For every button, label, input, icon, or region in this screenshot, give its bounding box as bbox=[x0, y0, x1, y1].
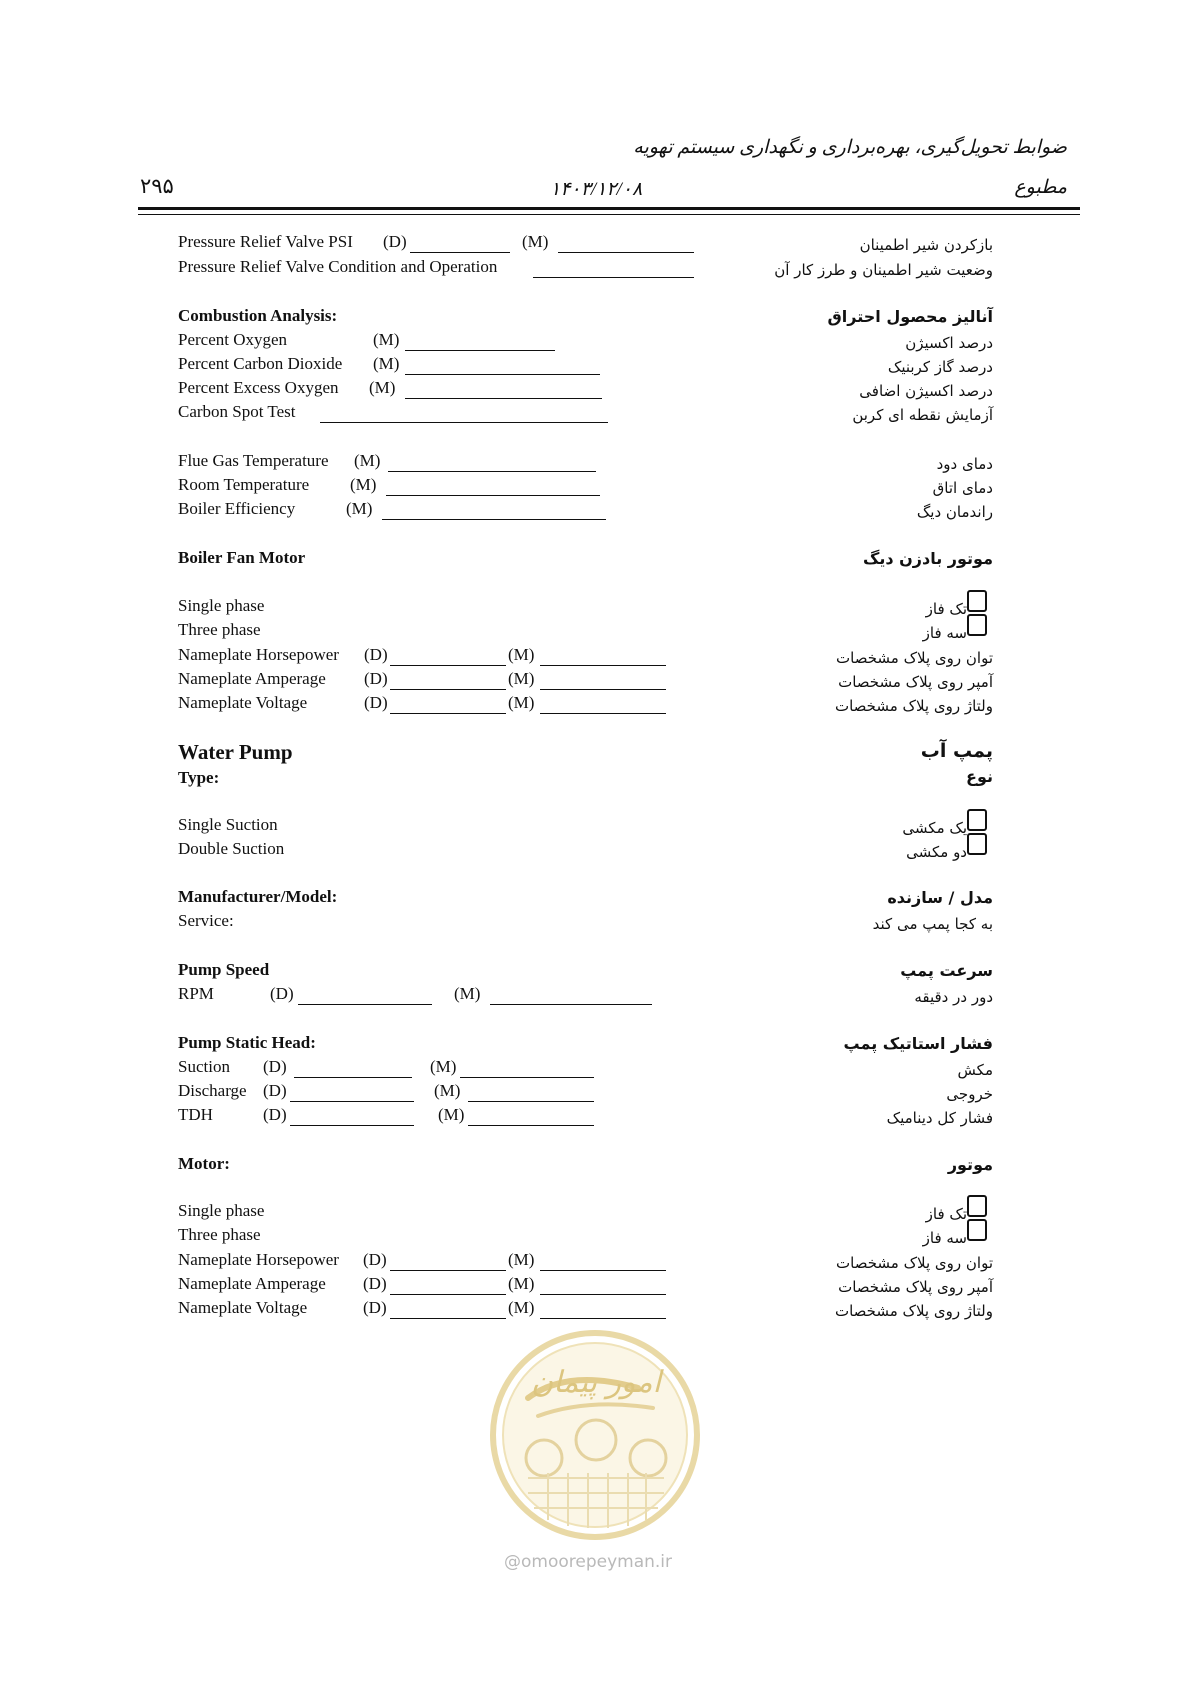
rpm-d-field[interactable] bbox=[298, 1004, 432, 1005]
relief-psi-d-label: (D) bbox=[383, 232, 407, 251]
relief-psi-m-label: (M) bbox=[522, 232, 549, 251]
suction-label: Suction bbox=[178, 1057, 230, 1076]
motor-hp-d-label: (D) bbox=[363, 1250, 387, 1269]
room-temp-m-label: (M) bbox=[350, 475, 377, 494]
fan-single-phase-checkbox[interactable] bbox=[967, 590, 987, 612]
motor-three-phase-label-fa: سه فاز bbox=[922, 1229, 967, 1247]
single-suction-label: Single Suction bbox=[178, 815, 278, 834]
fan-three-phase-label-fa: سه فاز bbox=[922, 624, 967, 642]
suction-label-fa: مکش bbox=[957, 1061, 993, 1079]
rpm-label-fa: دور در دقیقه bbox=[914, 988, 993, 1006]
fan-volt-m-label: (M) bbox=[508, 693, 535, 712]
motor-hp-label-fa: توان روی پلاک مشخصات bbox=[836, 1254, 993, 1272]
flue-temp-m-label: (M) bbox=[354, 451, 381, 470]
suction-d-field[interactable] bbox=[294, 1077, 412, 1078]
discharge-m-field[interactable] bbox=[468, 1101, 594, 1102]
pump-type-label: Type: bbox=[178, 768, 220, 787]
discharge-m-label: (M) bbox=[434, 1081, 461, 1100]
motor-volt-m-field[interactable] bbox=[540, 1318, 666, 1319]
header-rule-thin bbox=[138, 214, 1080, 215]
double-suction-checkbox[interactable] bbox=[967, 833, 987, 855]
motor-hp-d-field[interactable] bbox=[390, 1270, 506, 1271]
boiler-efficiency-label-fa: راندمان دیگ bbox=[916, 503, 993, 521]
excess-oxygen-label-fa: درصد اکسیژن اضافی bbox=[859, 382, 993, 400]
tdh-d-label: (D) bbox=[263, 1105, 287, 1124]
fan-volt-m-field[interactable] bbox=[540, 713, 666, 714]
motor-amp-m-label: (M) bbox=[508, 1274, 535, 1293]
suction-m-label: (M) bbox=[430, 1057, 457, 1076]
carbon-spot-label: Carbon Spot Test bbox=[178, 402, 296, 421]
fan-amp-m-label: (M) bbox=[508, 669, 535, 688]
co2-label: Percent Carbon Dioxide bbox=[178, 354, 343, 373]
motor-three-phase-label: Three phase bbox=[178, 1225, 261, 1244]
carbon-spot-field[interactable] bbox=[320, 422, 608, 423]
room-temp-label: Room Temperature bbox=[178, 475, 310, 494]
fan-three-phase-label: Three phase bbox=[178, 620, 261, 639]
static-head-title: Pump Static Head: bbox=[178, 1033, 316, 1052]
fan-amp-d-label: (D) bbox=[364, 669, 388, 688]
discharge-label: Discharge bbox=[178, 1081, 247, 1100]
relief-psi-d-field[interactable] bbox=[410, 252, 510, 253]
watermark-logo bbox=[488, 1328, 702, 1542]
combustion-title: Combustion Analysis: bbox=[178, 306, 338, 325]
relief-condition-label-fa: وضعیت شیر اطمینان و طرز کار آن bbox=[774, 261, 993, 279]
motor-amp-m-field[interactable] bbox=[540, 1294, 666, 1295]
water-pump-title-fa: پمپ آب bbox=[920, 740, 993, 762]
section-label: مطبوع bbox=[1014, 177, 1067, 198]
fan-motor-title-fa: موتور بادزن دیگ bbox=[862, 549, 993, 568]
fan-hp-m-label: (M) bbox=[508, 645, 535, 664]
single-suction-checkbox[interactable] bbox=[967, 809, 987, 831]
rpm-d-label: (D) bbox=[270, 984, 294, 1003]
relief-condition-field[interactable] bbox=[533, 277, 694, 278]
oxygen-label: Percent Oxygen bbox=[178, 330, 288, 349]
motor-single-phase-label: Single phase bbox=[178, 1201, 265, 1220]
oxygen-label-fa: درصد اکسیژن bbox=[905, 334, 993, 352]
fan-amp-label-fa: آمپر روی پلاک مشخصات bbox=[838, 673, 993, 691]
tdh-m-field[interactable] bbox=[468, 1125, 594, 1126]
relief-condition-label: Pressure Relief Valve Condition and Operation bbox=[178, 257, 498, 276]
motor-hp-m-field[interactable] bbox=[540, 1270, 666, 1271]
motor-volt-d-label: (D) bbox=[363, 1298, 387, 1317]
co2-label-fa: درصد گاز کربنیک bbox=[887, 358, 993, 376]
tdh-label-fa: فشار کل دینامیک bbox=[886, 1109, 993, 1127]
header-rule-thick bbox=[138, 207, 1080, 210]
boiler-efficiency-label: Boiler Efficiency bbox=[178, 499, 296, 518]
suction-m-field[interactable] bbox=[460, 1077, 594, 1078]
relief-psi-label-fa: بازکردن شیر اطمینان bbox=[859, 236, 993, 254]
motor-hp-label: Nameplate Horsepower bbox=[178, 1250, 339, 1269]
page-number: ۲۹۵ bbox=[140, 174, 174, 198]
fan-motor-title: Boiler Fan Motor bbox=[178, 548, 306, 567]
service-label-fa: به کجا پمپ می کند bbox=[872, 915, 993, 933]
fan-amp-label: Nameplate Amperage bbox=[178, 669, 326, 688]
fan-amp-m-field[interactable] bbox=[540, 689, 666, 690]
excess-oxygen-m-field[interactable] bbox=[405, 398, 602, 399]
double-suction-label-fa: دو مکشی bbox=[906, 843, 967, 861]
excess-oxygen-label: Percent Excess Oxygen bbox=[178, 378, 339, 397]
fan-amp-d-field[interactable] bbox=[390, 689, 506, 690]
motor-volt-label-fa: ولتاژ روی پلاک مشخصات bbox=[834, 1302, 993, 1320]
discharge-d-label: (D) bbox=[263, 1081, 287, 1100]
motor-amp-d-field[interactable] bbox=[390, 1294, 506, 1295]
fan-hp-d-field[interactable] bbox=[390, 665, 506, 666]
motor-amp-label-fa: آمپر روی پلاک مشخصات bbox=[838, 1278, 993, 1296]
motor-title-fa: موتور bbox=[947, 1155, 993, 1174]
motor-hp-m-label: (M) bbox=[508, 1250, 535, 1269]
fan-hp-d-label: (D) bbox=[364, 645, 388, 664]
fan-single-phase-label: Single phase bbox=[178, 596, 265, 615]
manufacturer-model-label: Manufacturer/Model: bbox=[178, 887, 338, 906]
fan-volt-d-label: (D) bbox=[364, 693, 388, 712]
fan-hp-label-fa: توان روی پلاک مشخصات bbox=[836, 649, 993, 667]
room-temp-label-fa: دمای اتاق bbox=[932, 479, 993, 497]
boiler-efficiency-m-field[interactable] bbox=[382, 519, 606, 520]
static-head-title-fa: فشار استاتیک پمپ bbox=[843, 1034, 993, 1053]
rpm-label: RPM bbox=[178, 984, 214, 1003]
flue-temp-label: Flue Gas Temperature bbox=[178, 451, 329, 470]
carbon-spot-label-fa: آزمایش نقطه ای کربن bbox=[852, 406, 993, 424]
document-date: ۱۴۰۳/۱۲/۰۸ bbox=[550, 179, 643, 200]
motor-volt-m-label: (M) bbox=[508, 1298, 535, 1317]
manufacturer-model-label-fa: مدل / سازنده bbox=[887, 888, 993, 907]
water-pump-title: Water Pump bbox=[178, 740, 293, 764]
motor-volt-label: Nameplate Voltage bbox=[178, 1298, 308, 1317]
motor-amp-label: Nameplate Amperage bbox=[178, 1274, 326, 1293]
oxygen-m-field[interactable] bbox=[405, 350, 555, 351]
discharge-label-fa: خروجی bbox=[946, 1085, 993, 1103]
motor-single-phase-label-fa: تک فاز bbox=[925, 1205, 967, 1223]
fan-volt-label: Nameplate Voltage bbox=[178, 693, 308, 712]
boiler-efficiency-m-label: (M) bbox=[346, 499, 373, 518]
oxygen-m-label: (M) bbox=[373, 330, 400, 349]
service-label: Service: bbox=[178, 911, 234, 930]
fan-three-phase-checkbox[interactable] bbox=[967, 614, 987, 636]
fan-hp-m-field[interactable] bbox=[540, 665, 666, 666]
single-suction-label-fa: یک مکشی bbox=[902, 819, 967, 837]
excess-oxygen-m-label: (M) bbox=[369, 378, 396, 397]
tdh-m-label: (M) bbox=[438, 1105, 465, 1124]
motor-three-phase-checkbox[interactable] bbox=[967, 1219, 987, 1241]
tdh-label: TDH bbox=[178, 1105, 213, 1124]
fan-volt-d-field[interactable] bbox=[390, 713, 506, 714]
suction-d-label: (D) bbox=[263, 1057, 287, 1076]
pump-type-label-fa: نوع bbox=[966, 767, 993, 786]
discharge-d-field[interactable] bbox=[290, 1101, 414, 1102]
room-temp-m-field[interactable] bbox=[386, 495, 600, 496]
watermark-site: @omoorepeyman.ir bbox=[504, 1552, 673, 1572]
fan-single-phase-label-fa: تک فاز bbox=[925, 600, 967, 618]
motor-volt-d-field[interactable] bbox=[390, 1318, 506, 1319]
relief-psi-m-field[interactable] bbox=[558, 252, 694, 253]
fan-volt-label-fa: ولتاژ روی پلاک مشخصات bbox=[834, 697, 993, 715]
co2-m-label: (M) bbox=[373, 354, 400, 373]
tdh-d-field[interactable] bbox=[290, 1125, 414, 1126]
motor-single-phase-checkbox[interactable] bbox=[967, 1195, 987, 1217]
fan-hp-label: Nameplate Horsepower bbox=[178, 645, 339, 664]
rpm-m-field[interactable] bbox=[490, 1004, 652, 1005]
flue-temp-m-field[interactable] bbox=[388, 471, 596, 472]
pump-speed-title-fa: سرعت پمپ bbox=[900, 961, 993, 980]
double-suction-label: Double Suction bbox=[178, 839, 285, 858]
flue-temp-label-fa: دمای دود bbox=[936, 455, 993, 473]
watermark-logo-text: امور پیمان bbox=[531, 1365, 661, 1400]
motor-title: Motor: bbox=[178, 1154, 230, 1173]
rpm-m-label: (M) bbox=[454, 984, 481, 1003]
pump-speed-title: Pump Speed bbox=[178, 960, 270, 979]
relief-psi-label: Pressure Relief Valve PSI bbox=[178, 232, 353, 251]
document-title: ضوابط تحویل‌گیری، بهره‌برداری و نگهداری سیستم تهویه bbox=[633, 137, 1067, 158]
motor-amp-d-label: (D) bbox=[363, 1274, 387, 1293]
combustion-title-fa: آنالیز محصول احتراق bbox=[827, 307, 993, 326]
co2-m-field[interactable] bbox=[405, 374, 600, 375]
